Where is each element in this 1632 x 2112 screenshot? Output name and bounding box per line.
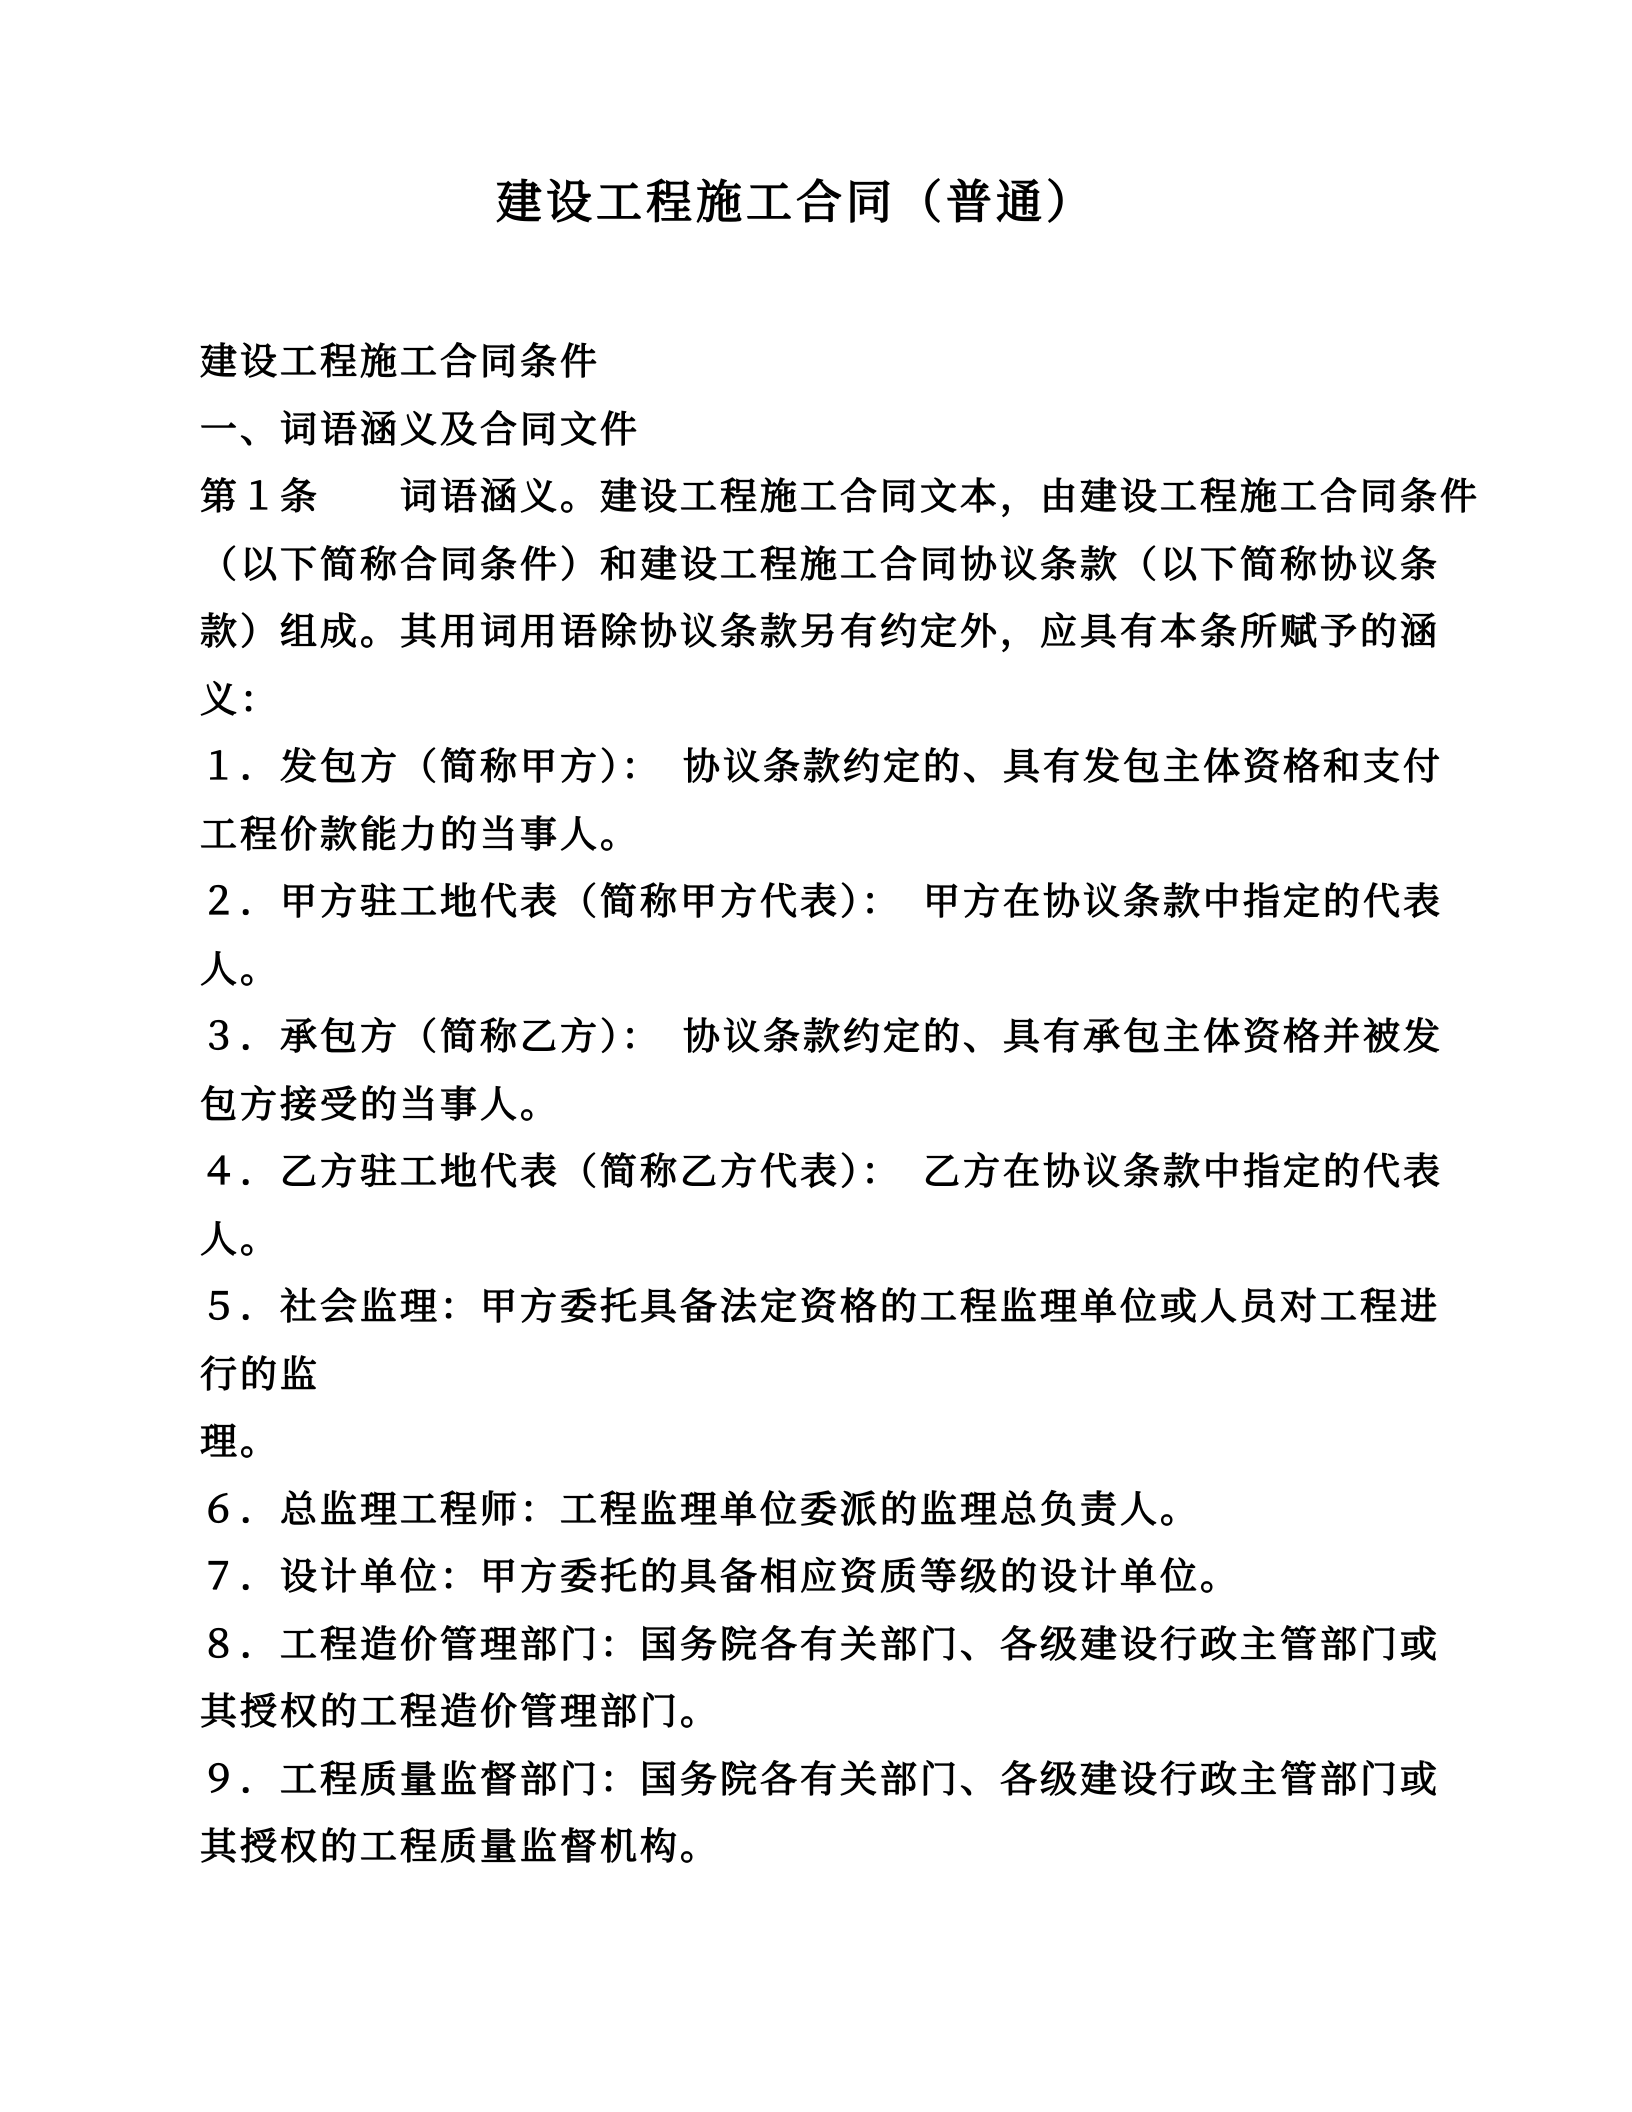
document-title: 建设工程施工合同（普通） [496, 176, 1096, 228]
document-line: 其授权的工程质量监督机构。 [200, 1826, 720, 1867]
document-line: ５．社会监理：甲方委托具备法定资格的工程监理单位或人员对工程进 [200, 1286, 1440, 1327]
document-line: ３．承包方（简称乙方）： 协议条款约定的、具有承包主体资格并被发 [200, 1016, 1443, 1057]
document-line: ６．总监理工程师：工程监理单位委派的监理总负责人。 [200, 1488, 1200, 1530]
document-line: 人。 [200, 1218, 280, 1260]
document-line: 一、词语涵义及合同文件 [200, 408, 640, 450]
document-line: 包方接受的当事人。 [200, 1083, 560, 1125]
document-line: 第１条 词语涵义。建设工程施工合同文本，由建设工程施工合同条件 [200, 476, 1480, 517]
document-line: 人。 [200, 948, 280, 990]
document-line: ７．设计单位：甲方委托的具备相应资质等级的设计单位。 [200, 1556, 1240, 1597]
document-line: 行的监 [200, 1353, 320, 1395]
document-line: 工程价款能力的当事人。 [200, 813, 640, 855]
document-line: 建设工程施工合同条件 [200, 341, 600, 382]
document-line: ２．甲方驻工地代表（简称甲方代表）： 甲方在协议条款中指定的代表 [200, 881, 1443, 922]
document-line: 其授权的工程造价管理部门。 [200, 1691, 720, 1732]
document-body [0, 328, 1632, 1881]
document-line: ８．工程造价管理部门：国务院各有关部门、各级建设行政主管部门或 [200, 1623, 1440, 1665]
document-line: １．发包方（简称甲方）： 协议条款约定的、具有发包主体资格和支付 [200, 746, 1443, 787]
document-line: ９．工程质量监督部门：国务院各有关部门、各级建设行政主管部门或 [200, 1758, 1440, 1800]
document-line: （以下简称合同条件）和建设工程施工合同协议条款（以下简称协议条 [200, 543, 1440, 585]
document-line: 理。 [200, 1421, 280, 1462]
document-line: ４．乙方驻工地代表（简称乙方代表）： 乙方在协议条款中指定的代表 [200, 1151, 1443, 1192]
document-line: 义： [200, 678, 280, 720]
document-line: 款）组成。其用词用语除协议条款另有约定外，应具有本条所赋予的涵 [200, 611, 1440, 652]
